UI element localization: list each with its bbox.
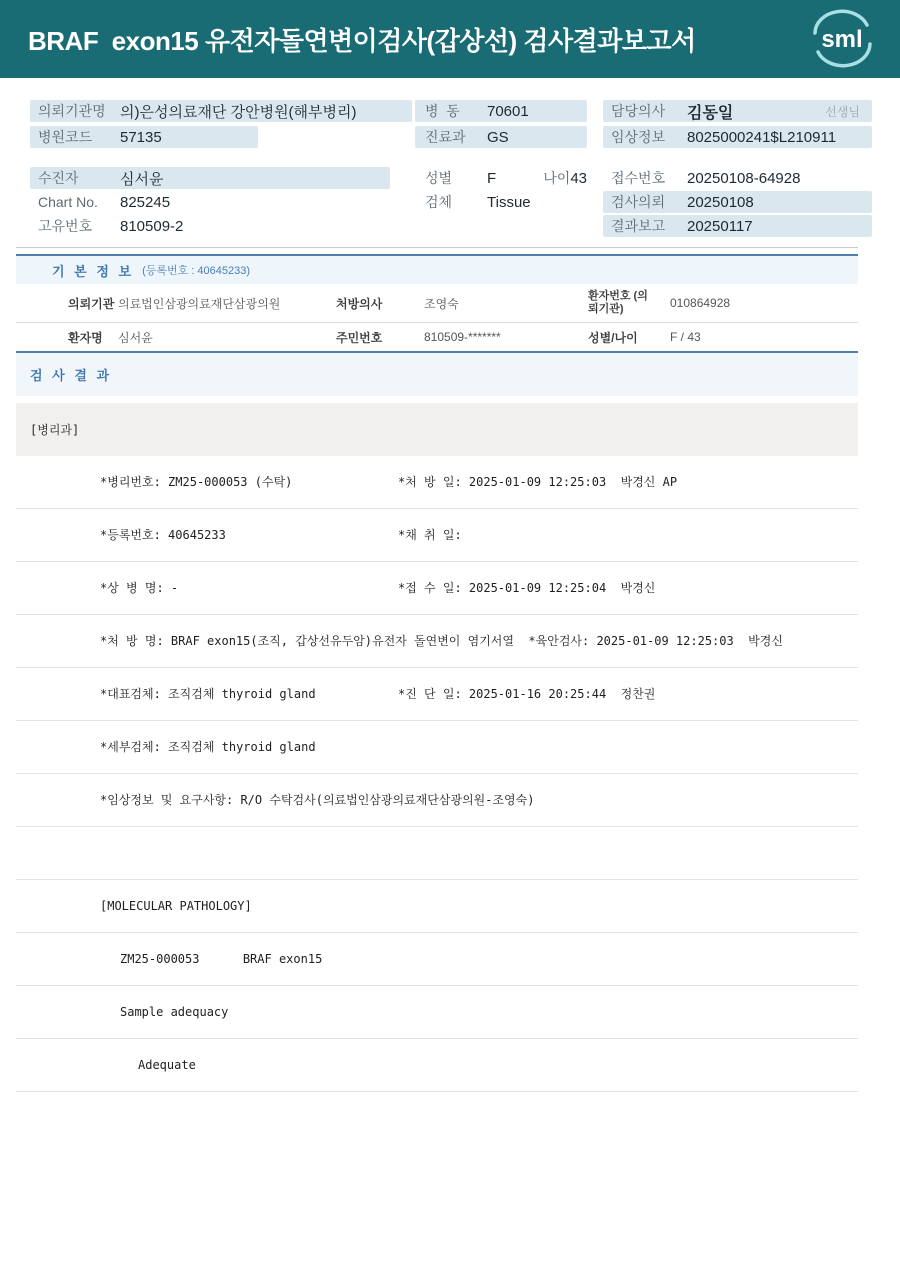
field-label: 고유번호 bbox=[38, 218, 93, 234]
cell-label: 성별/나이 bbox=[588, 330, 638, 345]
field-value: 심서윤 bbox=[120, 170, 164, 188]
cell-value: 의료법인삼광의료재단삼광의원 bbox=[118, 296, 281, 311]
receipt-date: *접 수 일: 2025-01-09 12:25:04 박경신 bbox=[398, 581, 656, 595]
report-row bbox=[16, 456, 858, 509]
field-request-date bbox=[603, 191, 872, 213]
report-title: BRAF exon15 유전자돌연변이검사(갑상선) 검사결과보고서 bbox=[28, 25, 696, 56]
field-label: 임상정보 bbox=[611, 129, 666, 145]
report-row bbox=[16, 721, 858, 774]
sml-logo bbox=[810, 8, 874, 70]
prescription-date: *처 방 일: 2025-01-09 12:25:03 박경신 AP bbox=[398, 475, 678, 489]
patient-info-panel bbox=[0, 100, 900, 237]
order-name: *처 방 명: BRAF exon15(조직, 갑상선유두암)유전자 돌연변이 염기서열 *육안검사: 2025-01-09 12:25:03 박경신 bbox=[100, 634, 783, 648]
results-section bbox=[16, 353, 858, 1092]
field-accession-no bbox=[603, 167, 872, 189]
field-value: 43 bbox=[570, 169, 587, 187]
info-column-right bbox=[603, 100, 872, 237]
field-value: 8025000241$L210911 bbox=[687, 128, 837, 146]
registration-no: *등록번호: 40645233 bbox=[100, 528, 226, 542]
cell-value: 조영숙 bbox=[424, 296, 459, 311]
field-label: 진료과 bbox=[425, 129, 466, 145]
report-row bbox=[16, 880, 858, 933]
cell-label: 주민번호 bbox=[336, 330, 383, 345]
field-label: 결과보고 bbox=[611, 218, 666, 234]
field-value: 의)은성의료재단 강안병원(해부병리) bbox=[120, 103, 357, 121]
basic-info-header bbox=[16, 256, 858, 284]
field-label: 병 동 bbox=[425, 103, 460, 119]
report-row bbox=[16, 986, 858, 1039]
cell-label: 환자번호 (의뢰기관) bbox=[588, 290, 648, 315]
sample-id-test-name: ZM25-000053 BRAF exon15 bbox=[120, 952, 323, 966]
field-label: 수진자 bbox=[38, 170, 79, 186]
report-row-empty bbox=[16, 827, 858, 880]
cell-value: F / 43 bbox=[670, 330, 701, 344]
field-label: 검사의뢰 bbox=[611, 194, 666, 210]
field-label: 성별 bbox=[425, 170, 453, 186]
field-sex-age bbox=[415, 167, 587, 189]
cell-label: 환자명 bbox=[68, 330, 103, 345]
field-value: 김동일 bbox=[687, 104, 734, 122]
clinical-request: *임상정보 및 요구사항: R/O 수탁검사(의료법인삼광의료재단삼광의원-조영숙) bbox=[100, 793, 535, 807]
department-label: [병리과] bbox=[30, 423, 80, 437]
info-column-middle bbox=[415, 100, 587, 237]
field-chart-no bbox=[30, 191, 412, 213]
diagnosis-date: *진 단 일: 2025-01-16 20:25:44 정찬권 bbox=[398, 687, 656, 701]
field-label: 담당의사 bbox=[611, 103, 666, 119]
cell-value: 010864928 bbox=[670, 296, 731, 310]
field-label: 병원코드 bbox=[38, 129, 93, 145]
section-divider bbox=[16, 247, 858, 248]
field-attending-doctor bbox=[603, 100, 872, 122]
field-value: 57135 bbox=[120, 128, 162, 146]
field-label: 접수번호 bbox=[611, 170, 666, 186]
basic-info-reg-no: (등록번호 : 40645233) bbox=[142, 265, 251, 277]
basic-info-section bbox=[16, 254, 858, 353]
field-report-date bbox=[603, 215, 872, 237]
disease-name: *상 병 명: - bbox=[100, 581, 179, 595]
field-ward bbox=[415, 100, 587, 122]
field-hospital-code bbox=[30, 126, 258, 148]
cell-value: 810509-******* bbox=[424, 330, 501, 344]
doctor-honorific: 선생님 bbox=[825, 104, 860, 119]
results-header bbox=[16, 353, 858, 396]
sml-logo-text: sml bbox=[821, 26, 863, 53]
sample-adequacy-label: Sample adequacy bbox=[120, 1005, 229, 1019]
molecular-pathology-heading: [MOLECULAR PATHOLOGY] bbox=[100, 899, 252, 913]
field-value: GS bbox=[487, 128, 509, 146]
field-value: 810509-2 bbox=[120, 217, 184, 235]
report-row bbox=[16, 562, 858, 615]
cell-value: 심서윤 bbox=[118, 330, 153, 345]
results-title: 검 사 결 과 bbox=[30, 368, 113, 383]
field-value: 20250108-64928 bbox=[687, 169, 801, 187]
basic-info-title: 기 본 정 보 bbox=[52, 263, 135, 279]
info-column-left bbox=[30, 100, 412, 237]
field-requesting-org bbox=[30, 100, 412, 122]
pathology-no: *병리번호: ZM25-000053 (수탁) bbox=[100, 475, 293, 489]
cell-label: 의뢰기관 bbox=[68, 296, 115, 311]
field-value: 70601 bbox=[487, 102, 529, 120]
primary-specimen: *대표검체: 조직검체 thyroid gland bbox=[100, 687, 316, 701]
field-department bbox=[415, 126, 587, 148]
collection-date: *채 취 일: bbox=[398, 528, 462, 542]
field-clinical-info bbox=[603, 126, 872, 148]
report-header bbox=[0, 0, 900, 78]
field-patient-name bbox=[30, 167, 390, 189]
field-value: 20250108 bbox=[687, 193, 754, 211]
field-label: 나이 bbox=[543, 170, 571, 186]
field-value: F bbox=[487, 169, 497, 187]
field-value: Tissue bbox=[487, 193, 531, 211]
field-unique-no bbox=[30, 215, 412, 237]
table-row bbox=[16, 284, 858, 322]
report-row bbox=[16, 774, 858, 827]
field-label: Chart No. bbox=[38, 194, 98, 210]
report-row bbox=[16, 509, 858, 562]
detail-specimen: *세부검체: 조직검체 thyroid gland bbox=[100, 740, 316, 754]
field-label: 검체 bbox=[425, 194, 453, 210]
field-specimen bbox=[415, 191, 587, 213]
department-band bbox=[16, 403, 858, 456]
report-row bbox=[16, 615, 858, 668]
table-row bbox=[16, 322, 858, 351]
field-value: 825245 bbox=[120, 193, 171, 211]
cell-label: 처방의사 bbox=[336, 296, 383, 311]
report-row bbox=[16, 933, 858, 986]
report-row bbox=[16, 668, 858, 721]
sample-adequacy-result: Adequate bbox=[138, 1058, 196, 1072]
sml-logo-icon bbox=[810, 8, 874, 70]
field-label: 의뢰기관명 bbox=[38, 103, 106, 119]
field-value: 20250117 bbox=[687, 217, 753, 235]
report-row bbox=[16, 1039, 858, 1092]
